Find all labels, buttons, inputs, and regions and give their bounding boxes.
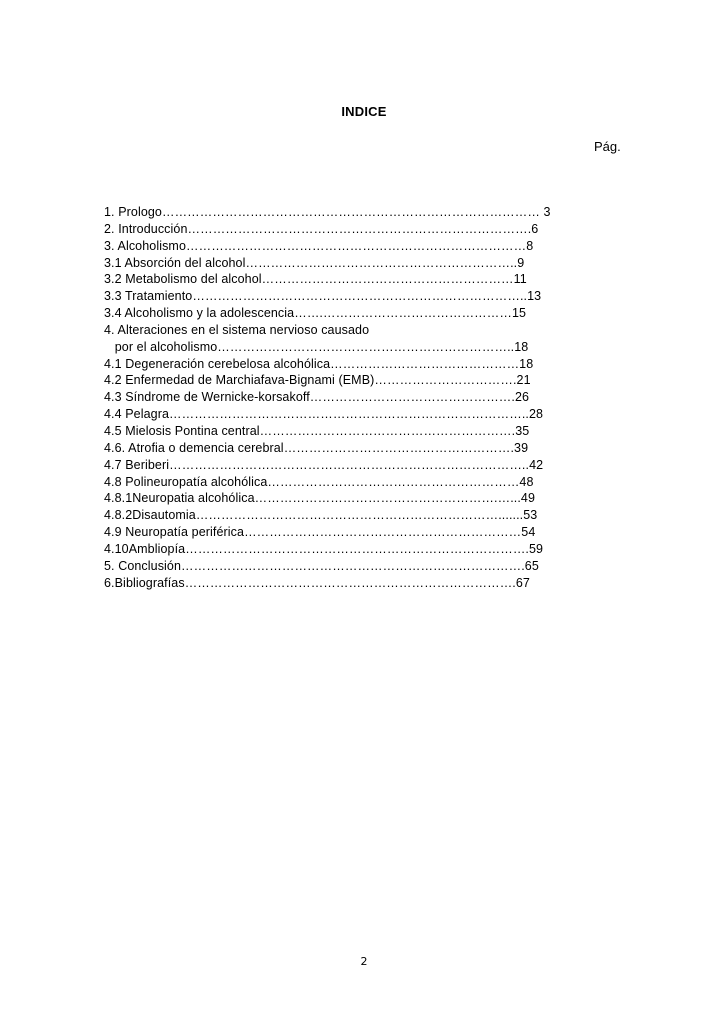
index-title — [0, 104, 728, 119]
toc-entry: 1. Prologo……………………………………………………………………………… 3 — [104, 205, 551, 219]
toc-entry: 4.3 Síndrome de Wernicke-korsakoff………………………………………….26 — [104, 390, 530, 405]
toc-entry: 3.3 Tratamiento……………………………………………………………………..13 — [104, 289, 542, 304]
toc-entry: 4.10Ambliopía……………………………………………………………………….59 — [104, 541, 544, 556]
toc-entry: 3. Alcoholismo………………………………………………………………………8 — [104, 238, 534, 253]
toc-entry: 4.8.2Disautomia……………………………………………………………….......53 — [104, 508, 538, 523]
toc-entry: 4.8.1Neuropatia alcohólica………………………………………………….…...49 — [104, 491, 536, 506]
toc-entry: 4.9 Neuropatía periférica…………………………………………………………54 — [104, 525, 536, 540]
toc-entry: 3.1 Absorción del alcohol………………………………………………………..9 — [104, 255, 525, 270]
toc-entry: 4.7 Beriberi…………………………………………………………………………..42 — [104, 457, 544, 472]
toc-entry: 4.8 Polineuropatía alcohólica……………………………………………………48 — [104, 474, 534, 489]
toc-entry: 5. Conclusión……………………………………………………………………….65 — [104, 558, 539, 573]
page-column-header: Pág. — [594, 139, 621, 154]
toc-entry: 4.4 Pelagra…………………………………………………………………………..28 — [104, 407, 544, 422]
toc-entry: 4.1 Degeneración cerebelosa alcohólica………………………………………18 — [104, 356, 534, 371]
toc-entry: 3.2 Metabolismo del alcohol……………………………………………………11 — [104, 272, 527, 287]
toc-entry: 3.4 Alcoholismo y la adolescencia…….………………………………………15 — [104, 306, 527, 321]
table-of-contents — [104, 204, 624, 591]
toc-entry: 4.2 Enfermedad de Marchiafava-Bignami (EMB)…………………………….21 — [104, 373, 531, 388]
toc-entry: 6.Bibliografías…………………………………………………………………….67 — [104, 575, 530, 590]
toc-entry: 4.6. Atrofia o demencia cerebral……………………………………………….39 — [104, 440, 529, 455]
index-title-text: INDICE — [341, 104, 387, 119]
page-number: 2 — [360, 955, 368, 968]
toc-entry: 2. Introducción……………………………………………………………………….6 — [104, 221, 539, 236]
toc-entry: por el alcoholismo……………………………………………………………..18 — [104, 339, 529, 354]
toc-entry: 4.5 Mielosis Pontina central…………………………………………………….35 — [104, 423, 530, 438]
toc-entry: 4. Alteraciones en el sistema nervioso causado — [104, 322, 370, 337]
